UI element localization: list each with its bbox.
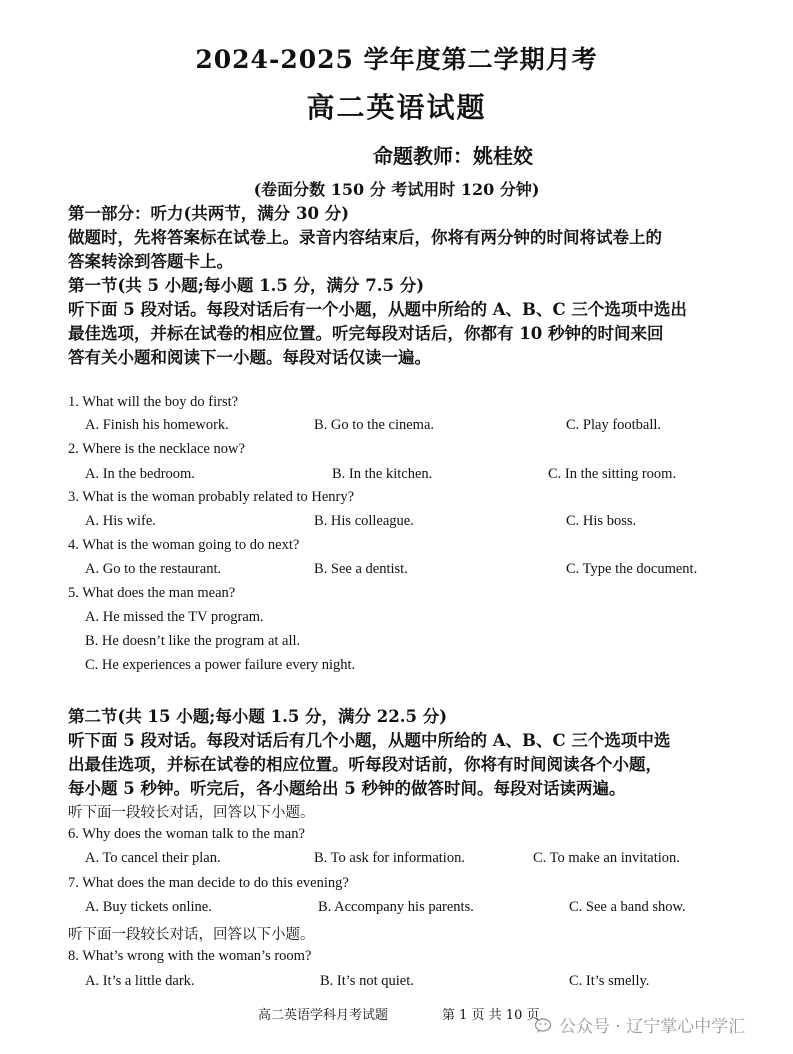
part1-heading: 第一部分：听力(共两节，满分 30 分) <box>68 204 350 223</box>
part1-instruction-1: 做题时，先将答案标在试卷上。录音内容结束后，你将有两分钟的时间将试卷上的 <box>68 228 662 247</box>
q2-option-a: A. In the bedroom. <box>85 466 195 482</box>
section1-instruction-1: 听下面 5 段对话。每段对话后有一个小题，从题中所给的 A、B、C 三个选项中选出 <box>68 300 687 319</box>
question-3: 3. What is the woman probably related to Henry? <box>68 489 355 505</box>
question-5: 5. What does the man mean? <box>68 585 236 601</box>
q1-option-b: B. Go to the cinema. <box>314 417 435 433</box>
section2-note-1: 听下面一段较长对话，回答以下小题。 <box>68 805 315 821</box>
q4-option-b: B. See a dentist. <box>314 561 408 577</box>
q4-option-a: A. Go to the restaurant. <box>85 561 222 577</box>
q7-option-a: A. Buy tickets online. <box>85 899 212 915</box>
question-7: 7. What does the man decide to do this evening? <box>68 875 349 891</box>
q7-option-c: C. See a band show. <box>569 899 686 915</box>
section2-instruction-3: 每小题 5 秒钟。听完后，各小题给出 5 秒钟的做答时间。每段对话读两遍。 <box>68 779 626 798</box>
q4-option-c: C. Type the document. <box>566 561 698 577</box>
section2-heading: 第二节(共 15 小题;每小题 1.5 分，满分 22.5 分) <box>68 707 448 726</box>
q2-option-c: C. In the sitting room. <box>548 466 677 482</box>
watermark-text: 公众号 · 辽宁掌心中学汇 <box>559 1017 746 1037</box>
q6-option-c: C. To make an invitation. <box>533 850 680 866</box>
section1-instruction-3: 答有关小题和阅读下一小题。每段对话仅读一遍。 <box>68 348 431 367</box>
q3-option-c: C. His boss. <box>566 513 637 529</box>
exam-meta: (卷面分数 150 分 考试用时 120 分钟) <box>253 180 540 199</box>
q6-option-b: B. To ask for information. <box>314 850 465 866</box>
question-2: 2. Where is the necklace now? <box>68 441 245 457</box>
q5-option-a: A. He missed the TV program. <box>85 609 264 625</box>
q8-option-b: B. It’s not quiet. <box>320 973 414 989</box>
q1-option-a: A. Finish his homework. <box>85 417 229 433</box>
q1-option-c: C. Play football. <box>566 417 662 433</box>
q6-option-a: A. To cancel their plan. <box>85 850 221 866</box>
q8-option-c: C. It’s smelly. <box>569 973 650 989</box>
section2-instruction-2: 出最佳选项，并标在试卷的相应位置。听每段对话前，你将有时间阅读各个小题， <box>68 755 662 774</box>
question-1: 1. What will the boy do first? <box>68 394 239 410</box>
q5-option-c: C. He experiences a power failure every night. <box>85 657 356 673</box>
footer-subject: 高二英语学科月考试题 <box>258 1008 389 1023</box>
question-4: 4. What is the woman going to do next? <box>68 537 300 553</box>
q8-option-a: A. It’s a little dark. <box>85 973 195 989</box>
footer-page-number: 第 1 页 共 10 页 <box>442 1008 540 1023</box>
subject-title: 高二英语试题 <box>306 91 487 124</box>
part1-instruction-2: 答案转涂到答题卡上。 <box>68 252 233 271</box>
q7-option-b: B. Accompany his parents. <box>318 899 474 915</box>
author-line: 命题教师：姚桂姣 <box>373 144 533 168</box>
section2-instruction-1: 听下面 5 段对话。每段对话后有几个小题，从题中所给的 A、B、C 三个选项中选 <box>68 731 671 750</box>
q3-option-a: A. His wife. <box>85 513 156 529</box>
q2-option-b: B. In the kitchen. <box>332 466 433 482</box>
question-6: 6. Why does the woman talk to the man? <box>68 826 305 842</box>
q5-option-b: B. He doesn’t like the program at all. <box>85 633 301 649</box>
watermark <box>535 1012 745 1037</box>
section1-heading: 第一节(共 5 小题;每小题 1.5 分，满分 7.5 分) <box>68 276 425 295</box>
section2-note-2: 听下面一段较长对话，回答以下小题。 <box>68 927 315 943</box>
q3-option-b: B. His colleague. <box>314 513 414 529</box>
wechat-icon <box>535 1018 555 1034</box>
section1-instruction-2: 最佳选项，并标在试卷的相应位置。听完每段对话后，你都有 10 秒钟的时间来回 <box>68 324 664 343</box>
exam-title: 2024-2025 学年度第二学期月考 <box>195 45 598 74</box>
question-8: 8. What’s wrong with the woman’s room? <box>68 948 312 964</box>
